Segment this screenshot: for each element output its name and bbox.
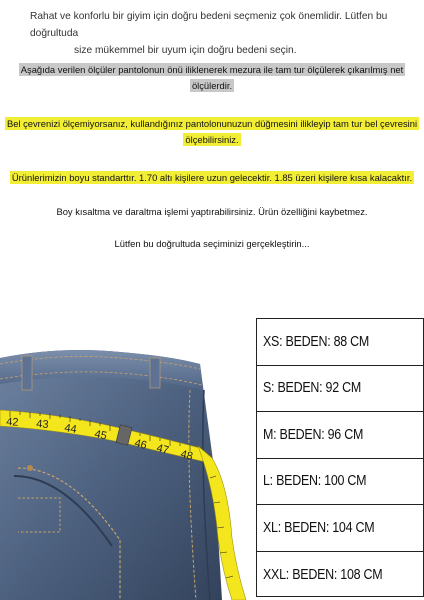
intro-line-1: Rahat ve konforlu bir giyim için doğru bedeni seçmeniz çok önemlidir. Lütfen bu doğrultuda [30,11,388,39]
size-label: L: BEDEN: 100 CM [263,473,367,490]
jeans-measuring-photo [0,318,250,600]
note-choose-line-1: Lütfen bu doğrultuda seçiminizi gerçekleştirin... [114,238,310,249]
size-row-xl [257,505,423,552]
size-row-s [257,366,423,413]
note-alteration-line-1: Boy kısaltma ve daraltma işlemi yaptırabilirsiniz. Ürün özelliğini kaybetmez. [56,206,368,217]
size-label: S: BEDEN: 92 CM [263,380,361,397]
tape-number: 45 [93,428,108,443]
tape-number: 44 [63,422,78,436]
note-length [0,170,424,186]
size-row-xs [257,319,423,366]
note-measurement-line-2: ölçülerdir. [191,80,233,91]
tape-number: 46 [133,437,149,452]
size-row-l [257,459,423,506]
size-label: XS: BEDEN: 88 CM [263,333,370,350]
note-waist [0,116,424,148]
size-row-xxl [257,552,423,599]
note-length-line-1: Ürünlerimizin boyu standarttır. 1.70 altı kişilere uzun gelecektir. 1.85 üzeri kişilere kısa kalacaktır. [11,172,413,183]
size-label: XXL: BEDEN: 108 CM [263,566,383,583]
size-label: XL: BEDEN: 104 CM [263,519,375,536]
note-waist-line-2: ölçebilirsiniz. [185,134,239,145]
note-measurement [0,62,424,94]
note-choose [0,236,424,252]
intro-text [30,8,410,59]
tape-number: 48 [179,448,195,463]
note-waist-line-1: Bel çevrenizi ölçemiyorsanız, kullandığınız pantolonunuzun düğmesini ilikleyip tam tur bel çevresini [6,118,418,129]
note-measurement-line-1: Aşağıda verilen ölçüler pantolonun önü iliklenerek mezura ile tam tur ölçülerek çıkarılmış net [20,64,404,75]
size-row-m [257,412,423,459]
size-chart-table [256,318,424,597]
tape-number: 47 [155,442,171,457]
tape-number: 42 [5,416,19,429]
size-label: M: BEDEN: 96 CM [263,426,364,443]
note-alteration [0,204,424,220]
intro-line-2: size mükemmel bir uyum için doğru bedeni seçin. [74,45,297,56]
tape-number: 43 [35,418,49,432]
